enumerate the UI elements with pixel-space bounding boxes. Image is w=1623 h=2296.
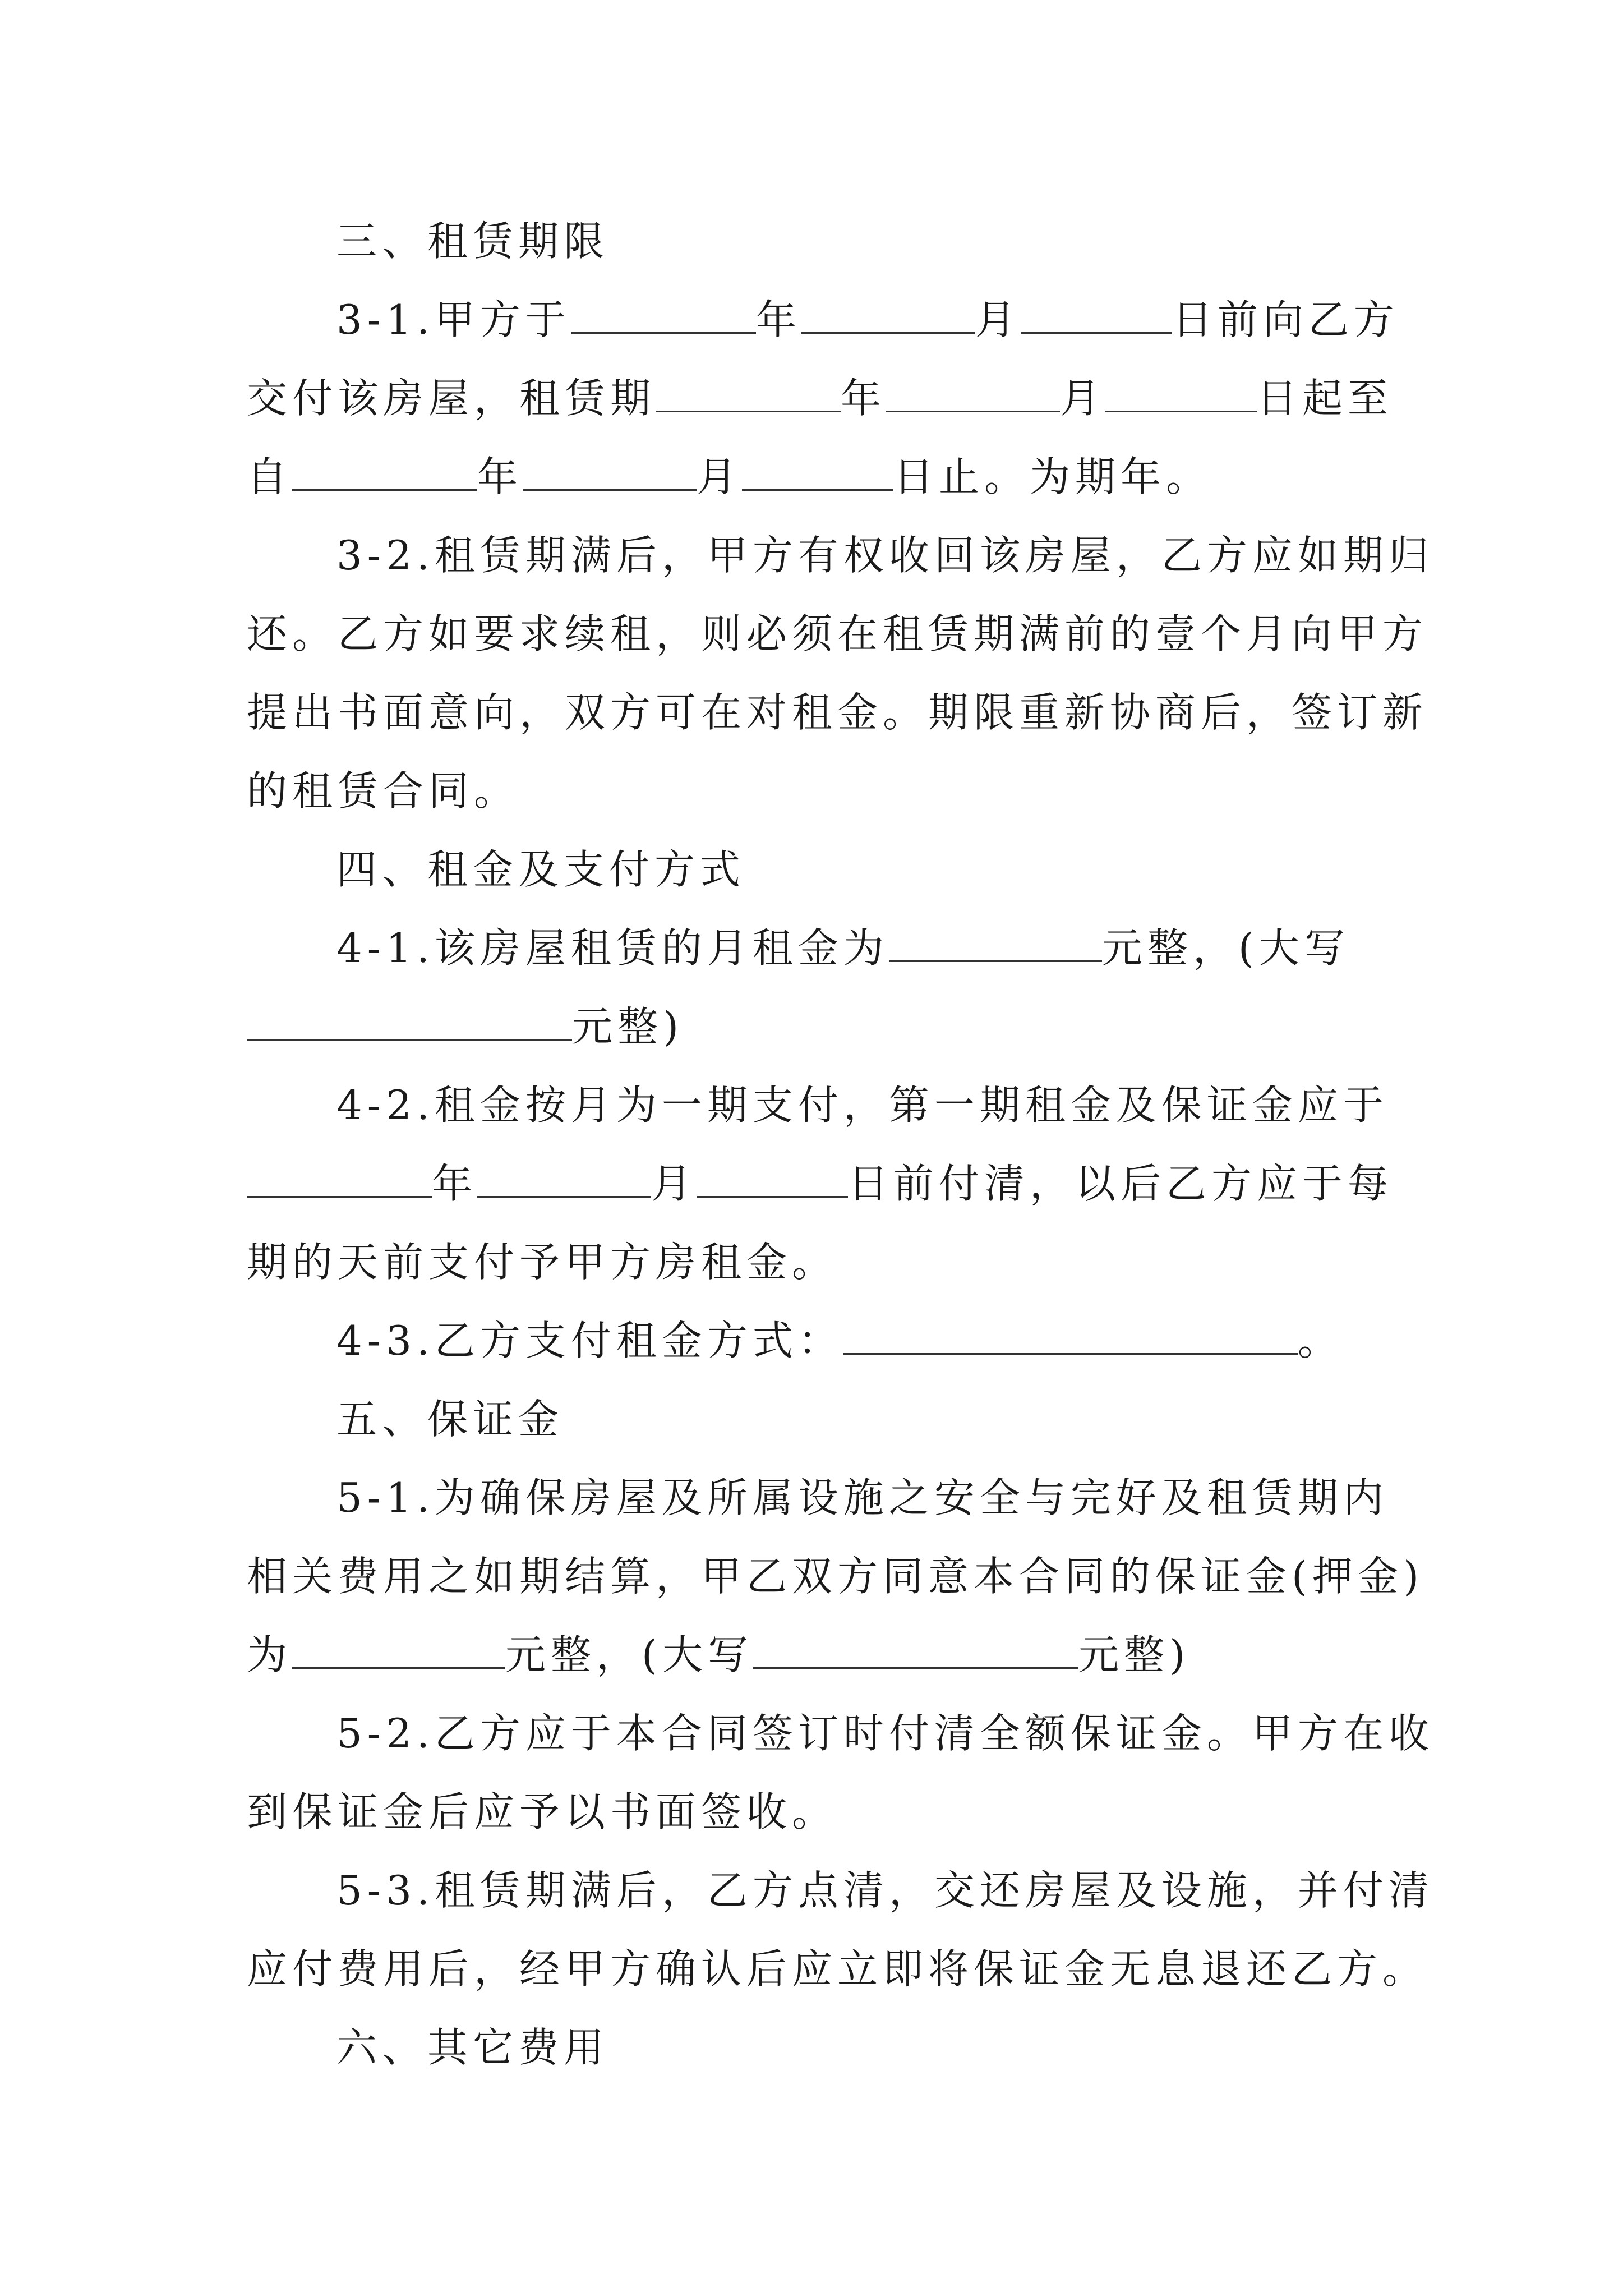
fill-in-blank[interactable] (292, 452, 477, 491)
fill-in-blank[interactable] (801, 295, 975, 334)
clause-3-1-line-3: 自 年 月 日止。为期年。 (247, 453, 1212, 500)
clause-5-2-line-2: 到保证金后应予以书面签收。 (247, 1788, 838, 1835)
clause-5-1-line-1: 5-1.为确保房屋及所属设施之安全与完好及租赁期内 (336, 1474, 1389, 1521)
section-3-heading: 三、租赁期限 (336, 218, 610, 265)
clause-4-3-line-1: 4-3.乙方支付租金方式： 。 (336, 1317, 1343, 1364)
fill-in-blank[interactable] (753, 1630, 1078, 1669)
section-5-heading: 五、保证金 (336, 1396, 564, 1443)
fill-in-blank[interactable] (477, 1159, 651, 1198)
fill-in-blank[interactable] (742, 452, 893, 491)
clause-5-3-line-2: 应付费用后，经甲方确认后应立即将保证金无息退还乙方。 (247, 1945, 1428, 1993)
clause-3-1-line-2: 交付该房屋，租赁期 年 月 日起至 (247, 375, 1394, 422)
fill-in-blank[interactable] (697, 1159, 848, 1198)
clause-5-1-line-3: 为 元整，(大写 元整) (247, 1631, 1191, 1678)
fill-in-blank[interactable] (247, 1159, 432, 1198)
clause-4-2-line-1: 4-2.租金按月为一期支付，第一期租金及保证金应于 (336, 1082, 1389, 1129)
clause-4-2-line-3: 期的天前支付予甲方房租金。 (247, 1239, 838, 1286)
fill-in-blank[interactable] (571, 295, 756, 334)
clause-4-1-line-1: 4-1.该房屋租赁的月租金为 元整，(大写 (336, 924, 1350, 972)
clause-4-1-line-2: 元整) (247, 987, 1391, 1066)
clause-3-2-line-4: 的租赁合同。 (247, 767, 520, 815)
fill-in-blank[interactable] (889, 923, 1102, 962)
fill-in-blank[interactable] (1105, 374, 1257, 412)
clause-5-2-line-1: 5-2.乙方应于本合同签订时付清全额保证金。甲方在收 (336, 1710, 1434, 1757)
fill-in-blank[interactable] (523, 452, 697, 491)
fill-in-blank[interactable] (843, 1316, 1298, 1355)
clause-5-3-line-1: 5-3.租赁期满后，乙方点清，交还房屋及设施，并付清 (336, 1867, 1434, 1914)
fill-in-blank[interactable] (886, 374, 1060, 412)
clause-3-2-line-2: 还。乙方如要求续租，则必须在租赁期满前的壹个月向甲方 (247, 610, 1428, 657)
section-6-heading: 六、其它费用 (336, 2024, 610, 2071)
clause-3-2-line-1: 3-2.租赁期满后，甲方有权收回该房屋，乙方应如期归 (336, 532, 1434, 579)
clause-3-1-line-1: 3-1.甲方于 年 月 日前向乙方 (336, 296, 1399, 343)
fill-in-blank[interactable] (292, 1630, 505, 1669)
fill-in-blank[interactable] (656, 374, 841, 412)
fill-in-blank[interactable] (1021, 295, 1172, 334)
section-4-heading: 四、租金及支付方式 (336, 846, 746, 893)
clause-5-1-line-2: 相关费用之如期结算，甲乙双方同意本合同的保证金(押金) (247, 1553, 1424, 1600)
clause-3-2-line-3: 提出书面意向，双方可在对租金。期限重新协商后，签订新 (247, 689, 1428, 736)
fill-in-blank[interactable] (247, 1002, 572, 1041)
clause-4-2-line-2: 年 月 日前付清，以后乙方应于每 (247, 1144, 1391, 1223)
